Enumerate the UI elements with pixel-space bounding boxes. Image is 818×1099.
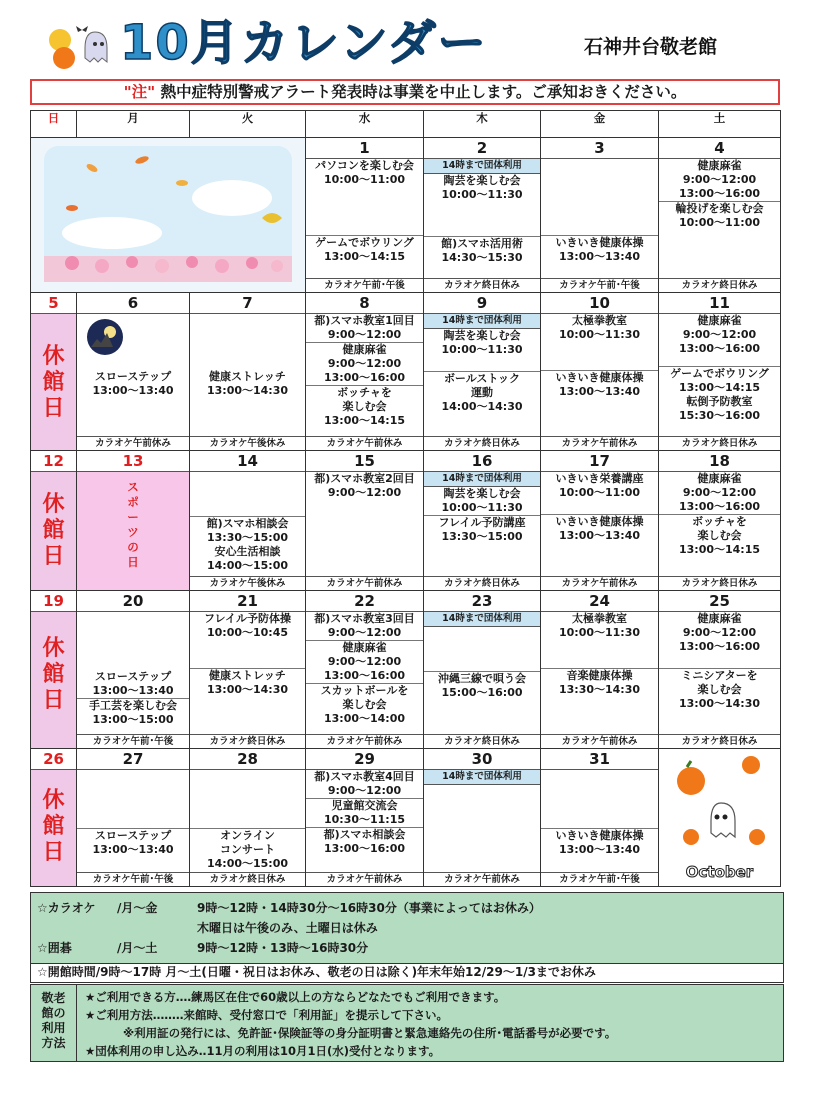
- event-time: 13:30～15:00: [206, 531, 289, 544]
- event-time: 13:30～14:30: [558, 683, 641, 696]
- event-title: 都)スマホ教室2回目: [314, 472, 415, 485]
- karaoke-status: カラオケ午前休み: [306, 872, 423, 886]
- weekday-sat: 土: [659, 111, 781, 138]
- event-title: パソコンを楽しむ会: [315, 159, 414, 172]
- karaoke-status: カラオケ午前･午後: [77, 872, 189, 886]
- event-time: 13:00～13:40: [92, 684, 174, 697]
- event-time: 13:00～13:40: [558, 385, 641, 398]
- karaoke-status: カラオケ午前･午後: [541, 278, 658, 292]
- karaoke-status: カラオケ午前･午後: [306, 278, 423, 292]
- event-time: 13:00～13:40: [558, 529, 641, 542]
- event-title: いきいき健康体操: [541, 828, 658, 843]
- holiday-cell: [77, 451, 190, 591]
- day-number: 2: [424, 138, 540, 159]
- day-number: 26: [31, 749, 76, 770]
- group-use-label: 14時まで団体利用: [424, 770, 540, 785]
- weekday-sun: 日: [31, 111, 77, 138]
- event-time: 13:30～15:00: [441, 530, 523, 543]
- event-title: 運動: [471, 386, 493, 399]
- event-time: 13:00～13:40: [558, 250, 641, 263]
- day-cell: [424, 138, 541, 293]
- day-number: 10: [541, 293, 658, 314]
- day-number: 12: [31, 451, 76, 472]
- day-number: 8: [306, 293, 423, 314]
- event-title: ゲームでボウリング: [659, 366, 780, 381]
- calendar-grid: [30, 110, 781, 887]
- karaoke-status: カラオケ午前休み: [541, 436, 658, 450]
- weekday-wed: 水: [306, 111, 424, 138]
- event-time: 13:00～15:00: [92, 713, 174, 726]
- karaoke-status: カラオケ午前休み: [306, 734, 423, 748]
- event-title: いきいき栄養講座: [555, 472, 644, 485]
- karaoke-status: カラオケ終日休み: [659, 734, 780, 748]
- sports-day-label: スポーツの日: [127, 480, 139, 569]
- weekday-tue: 火: [190, 111, 306, 138]
- event-title: フレイル予防講座: [424, 515, 540, 530]
- event-title: 安心生活相談: [214, 545, 281, 558]
- calendar: [30, 110, 780, 890]
- event-time: 13:00～16:00: [323, 842, 406, 855]
- karaoke-status: カラオケ午前休み: [306, 576, 423, 590]
- event-time: 10:00～11:30: [441, 343, 523, 356]
- go-label: ☆囲碁: [37, 941, 72, 955]
- day-cell: [424, 293, 541, 451]
- autumn-scene-icon: [32, 138, 304, 288]
- event-title: スローステップ: [77, 828, 189, 843]
- closed-label: 休館日: [42, 344, 65, 421]
- event-title: 楽しむ会: [697, 683, 742, 696]
- karaoke-status: カラオケ午前休み: [541, 576, 658, 590]
- day-cell: [424, 591, 541, 749]
- week-row: [31, 749, 781, 887]
- usage-line: ★ご利用できる方‥‥練馬区在住で60歳以上の方ならどなたでもご利用できます。: [85, 990, 506, 1004]
- event-time: 9:00～12:00: [327, 357, 402, 370]
- event-title: 都)スマホ教室1回目: [314, 314, 415, 327]
- event-time: 13:00～13:40: [558, 843, 641, 856]
- day-number: 21: [190, 591, 305, 612]
- group-use-label: 14時まで団体利用: [424, 314, 540, 329]
- day-number: 7: [190, 293, 305, 314]
- karaoke-note: 木曜日は午後のみ、土曜日は休み: [197, 921, 378, 935]
- karaoke-label: ☆カラオケ: [37, 901, 96, 915]
- day-number: 17: [541, 451, 658, 472]
- opening-hours-text: ☆開館時間/9時～17時 月～土(日曜・祝日はお休み、敬老の日は除く)年末年始12/29～1/3までお休み: [37, 965, 596, 979]
- closed-label: 休館日: [42, 492, 65, 569]
- event-title: コンサート: [220, 843, 275, 856]
- event-title: 太極拳教室: [572, 612, 627, 625]
- halloween-logo-icon: [40, 18, 120, 70]
- day-cell: [77, 591, 190, 749]
- notice-mark: "注": [123, 83, 156, 101]
- karaoke-status: カラオケ午後休み: [190, 576, 305, 590]
- event-title: 健康麻雀: [697, 472, 742, 485]
- karaoke-status: カラオケ終日休み: [659, 576, 780, 590]
- karaoke-status: カラオケ午前休み: [306, 436, 423, 450]
- event-time: 9:00～12:00: [327, 486, 402, 499]
- notice-text: 熱中症特別警戒アラート発表時は事業を中止します。ご承知おきください。: [160, 83, 687, 101]
- karaoke-status: カラオケ終日休み: [424, 734, 540, 748]
- event-title: 陶芸を楽しむ会: [443, 329, 521, 342]
- karaoke-status: カラオケ終日休み: [659, 278, 780, 292]
- event-time: 15:30～16:00: [678, 409, 761, 422]
- event-time: 13:00～16:00: [323, 371, 406, 384]
- day-cell: [659, 451, 781, 591]
- week-row: [31, 138, 781, 293]
- day-cell: [306, 138, 424, 293]
- usage-line: ※利用証の発行には、免許証･保険証等の身分証明書と緊急連絡先の住所･電話番号が必要です。: [123, 1026, 617, 1040]
- day-cell: [541, 749, 659, 887]
- day-number: 29: [306, 749, 423, 770]
- event-time: 14:00～15:00: [206, 559, 289, 572]
- karaoke-status: カラオケ終日休み: [424, 278, 540, 292]
- closed-day-cell: [31, 451, 77, 591]
- day-cell: [190, 591, 306, 749]
- event-title: スローステップ: [94, 670, 172, 683]
- day-cell: [659, 138, 781, 293]
- event-title: 館)スマホ相談会: [190, 516, 305, 531]
- event-time: 14:30～15:30: [441, 251, 523, 264]
- day-number: 28: [190, 749, 305, 770]
- event-time: 9:00～12:00: [682, 328, 757, 341]
- event-title: ボッチャを: [659, 514, 780, 529]
- event-title: 健康ストレッチ: [190, 668, 305, 683]
- event-title: 輪投げを楽しむ会: [659, 201, 780, 216]
- event-time: 10:30～11:15: [323, 813, 406, 826]
- event-time: 13:00～14:30: [206, 683, 289, 696]
- event-time: 9:00～12:00: [327, 784, 402, 797]
- event-title: 都)スマホ教室3回目: [314, 612, 415, 625]
- event-time: 13:00～16:00: [678, 187, 761, 200]
- event-time: 15:00～16:00: [441, 686, 523, 699]
- event-title: フレイル予防体操: [203, 612, 291, 625]
- closed-label: 休館日: [42, 788, 65, 865]
- event-time: 9:00～12:00: [327, 328, 402, 341]
- day-number: 3: [541, 138, 658, 159]
- event-title: 楽しむ会: [342, 400, 387, 413]
- event-time: 9:00～12:00: [682, 173, 757, 186]
- event-title: スローステップ: [94, 370, 172, 383]
- day-number: 5: [31, 293, 76, 314]
- day-number: 27: [77, 749, 189, 770]
- karaoke-status: カラオケ終日休み: [190, 872, 305, 886]
- group-use-label: 14時まで団体利用: [424, 472, 540, 487]
- usage-guide-title: 敬老館の利用方法: [41, 991, 66, 1050]
- event-title: 健康ストレッチ: [209, 370, 286, 383]
- event-title: 健康麻雀: [697, 612, 742, 625]
- event-title: 楽しむ会: [697, 529, 742, 542]
- day-number: 14: [190, 451, 305, 472]
- event-time: 10:00～11:00: [558, 486, 641, 499]
- usage-line: ★ご利用方法‥‥‥‥来館時、受付窓口で「利用証」を提示して下さい。: [85, 1008, 448, 1022]
- go-days: /月～土: [117, 941, 158, 955]
- event-time: 10:00～11:30: [558, 328, 641, 341]
- closed-day-cell: [31, 749, 77, 887]
- event-title: 健康麻雀: [697, 314, 742, 327]
- event-title: ボッチャを: [306, 385, 423, 400]
- usage-line: ★団体利用の申し込み‥11月の利用は10月1日(水)受付となります。: [85, 1044, 441, 1058]
- day-cell: [77, 293, 190, 451]
- day-number: 15: [306, 451, 423, 472]
- closed-day-cell: [31, 293, 77, 451]
- autumn-illustration: [31, 138, 306, 293]
- group-use-label: 14時まで団体利用: [424, 159, 540, 174]
- karaoke-days: /月～金: [117, 901, 158, 915]
- day-number: 11: [659, 293, 780, 314]
- event-title: 健康麻雀: [697, 159, 742, 172]
- day-number: 1: [306, 138, 423, 159]
- event-time: 10:00～11:00: [323, 173, 406, 186]
- karaoke-status: カラオケ午前休み: [541, 734, 658, 748]
- karaoke-time: 9時～12時・14時30分～16時30分（事業によってはお休み）: [197, 901, 541, 915]
- heat-alert-notice: [30, 79, 780, 105]
- day-cell: [306, 451, 424, 591]
- page-title: 10月カレンダー: [120, 15, 488, 71]
- event-time: 13:00～14:15: [323, 250, 406, 263]
- day-number: 20: [77, 591, 189, 612]
- day-number: 18: [659, 451, 780, 472]
- event-time: 13:00～14:15: [678, 543, 761, 556]
- event-time: 13:00～16:00: [678, 640, 761, 653]
- day-cell: [306, 591, 424, 749]
- day-number: 22: [306, 591, 423, 612]
- weekday-mon: 月: [77, 111, 190, 138]
- event-time: 10:00～11:30: [441, 501, 523, 514]
- day-number: 24: [541, 591, 658, 612]
- day-cell: [541, 138, 659, 293]
- event-title: 児童館交流会: [306, 798, 423, 813]
- usage-guide: [30, 984, 784, 1062]
- event-time: 9:00～12:00: [682, 486, 757, 499]
- day-cell: [424, 451, 541, 591]
- karaoke-status: カラオケ終日休み: [424, 436, 540, 450]
- event-time: 13:00～16:00: [323, 669, 406, 682]
- karaoke-status: カラオケ午後休み: [190, 436, 305, 450]
- event-title: 楽しむ会: [342, 698, 387, 711]
- event-title: 沖縄三線で唄う会: [424, 671, 540, 686]
- weekday-fri: 金: [541, 111, 659, 138]
- event-title: スカットボールを: [306, 683, 423, 698]
- day-number: 9: [424, 293, 540, 314]
- day-cell: [190, 451, 306, 591]
- day-cell: [77, 749, 190, 887]
- day-number: 13: [77, 451, 189, 472]
- day-cell: [306, 749, 424, 887]
- event-time: 13:00～16:00: [678, 500, 761, 513]
- event-title: いきいき健康体操: [541, 370, 658, 385]
- karaoke-status: カラオケ午前休み: [77, 436, 189, 450]
- day-cell: [659, 591, 781, 749]
- event-time: 9:00～12:00: [327, 655, 402, 668]
- closed-label: 休館日: [42, 636, 65, 713]
- event-title: 館)スマホ活用術: [424, 236, 540, 251]
- event-time: 13:00～14:30: [206, 384, 289, 397]
- event-title: 健康麻雀: [306, 342, 423, 357]
- event-title: 陶芸を楽しむ会: [443, 174, 521, 187]
- group-use-label: 14時まで団体利用: [424, 612, 540, 627]
- closed-day-cell: [31, 591, 77, 749]
- event-title: 都)スマホ教室4回目: [314, 770, 415, 783]
- day-number: 31: [541, 749, 658, 770]
- weekday-thu: 木: [424, 111, 541, 138]
- event-time: 13:00～16:00: [678, 342, 761, 355]
- weekday-header: [31, 111, 781, 138]
- event-time: 14:00～14:30: [441, 400, 523, 413]
- october-label: October: [685, 863, 754, 881]
- karaoke-status: カラオケ終日休み: [424, 576, 540, 590]
- day-cell: [424, 749, 541, 887]
- event-time: 14:00～15:00: [206, 857, 289, 870]
- event-time: 10:00～11:30: [441, 188, 523, 201]
- day-cell: [306, 293, 424, 451]
- karaoke-status: カラオケ終日休み: [190, 734, 305, 748]
- event-title: ボールストック: [424, 371, 540, 386]
- day-number: 4: [659, 138, 780, 159]
- week-row: [31, 293, 781, 451]
- day-cell: [659, 293, 781, 451]
- event-title: 音楽健康体操: [541, 668, 658, 683]
- day-number: 23: [424, 591, 540, 612]
- day-number: 6: [77, 293, 189, 314]
- pumpkin-ghost-icon: [661, 751, 779, 861]
- day-cell: [190, 749, 306, 887]
- event-title: 都)スマホ相談会: [306, 827, 423, 842]
- event-time: 13:00～14:00: [323, 712, 406, 725]
- usage-guide-label: [31, 985, 77, 1061]
- event-time: 13:00～14:30: [678, 697, 761, 710]
- facility-info: [30, 892, 784, 964]
- go-time: 9時～12時・13時～16時30分: [197, 941, 369, 955]
- event-time: 9:00～12:00: [327, 626, 402, 639]
- karaoke-status: カラオケ午前･午後: [77, 734, 189, 748]
- day-cell: [541, 451, 659, 591]
- event-title: 手工芸を楽しむ会: [77, 698, 189, 713]
- event-time: 10:00～10:45: [206, 626, 289, 639]
- event-title: 陶芸を楽しむ会: [443, 487, 521, 500]
- moon-night-icon: [85, 317, 125, 357]
- day-cell: [190, 293, 306, 451]
- karaoke-status: カラオケ午前･午後: [541, 872, 658, 886]
- day-number: 19: [31, 591, 76, 612]
- day-number: 25: [659, 591, 780, 612]
- event-title: オンライン: [190, 828, 305, 843]
- event-title: 健康麻雀: [306, 640, 423, 655]
- event-time: 13:00～13:40: [92, 843, 174, 856]
- week-row: [31, 451, 781, 591]
- venue-name: 石神井台敬老館: [584, 36, 718, 58]
- event-title: ゲームでボウリング: [306, 235, 423, 250]
- day-number: 16: [424, 451, 540, 472]
- day-cell: [541, 293, 659, 451]
- karaoke-status: カラオケ午前休み: [424, 872, 540, 886]
- event-time: 10:00～11:30: [558, 626, 641, 639]
- event-time: 13:00～14:15: [678, 381, 761, 394]
- karaoke-status: カラオケ終日休み: [659, 436, 780, 450]
- halloween-cell: [659, 749, 781, 887]
- event-time: 10:00～11:00: [678, 216, 761, 229]
- opening-hours: [30, 962, 784, 983]
- event-title: いきいき健康体操: [541, 235, 658, 250]
- day-cell: [541, 591, 659, 749]
- event-time: 13:00～14:15: [323, 414, 406, 427]
- week-row: [31, 591, 781, 749]
- event-time: 13:00～13:40: [92, 384, 174, 397]
- event-title: いきいき健康体操: [541, 514, 658, 529]
- event-title: 転倒予防教室: [686, 395, 753, 408]
- event-title: ミニシアターを: [659, 668, 780, 683]
- day-number: 30: [424, 749, 540, 770]
- event-time: 9:00～12:00: [682, 626, 757, 639]
- event-title: 太極拳教室: [572, 314, 627, 327]
